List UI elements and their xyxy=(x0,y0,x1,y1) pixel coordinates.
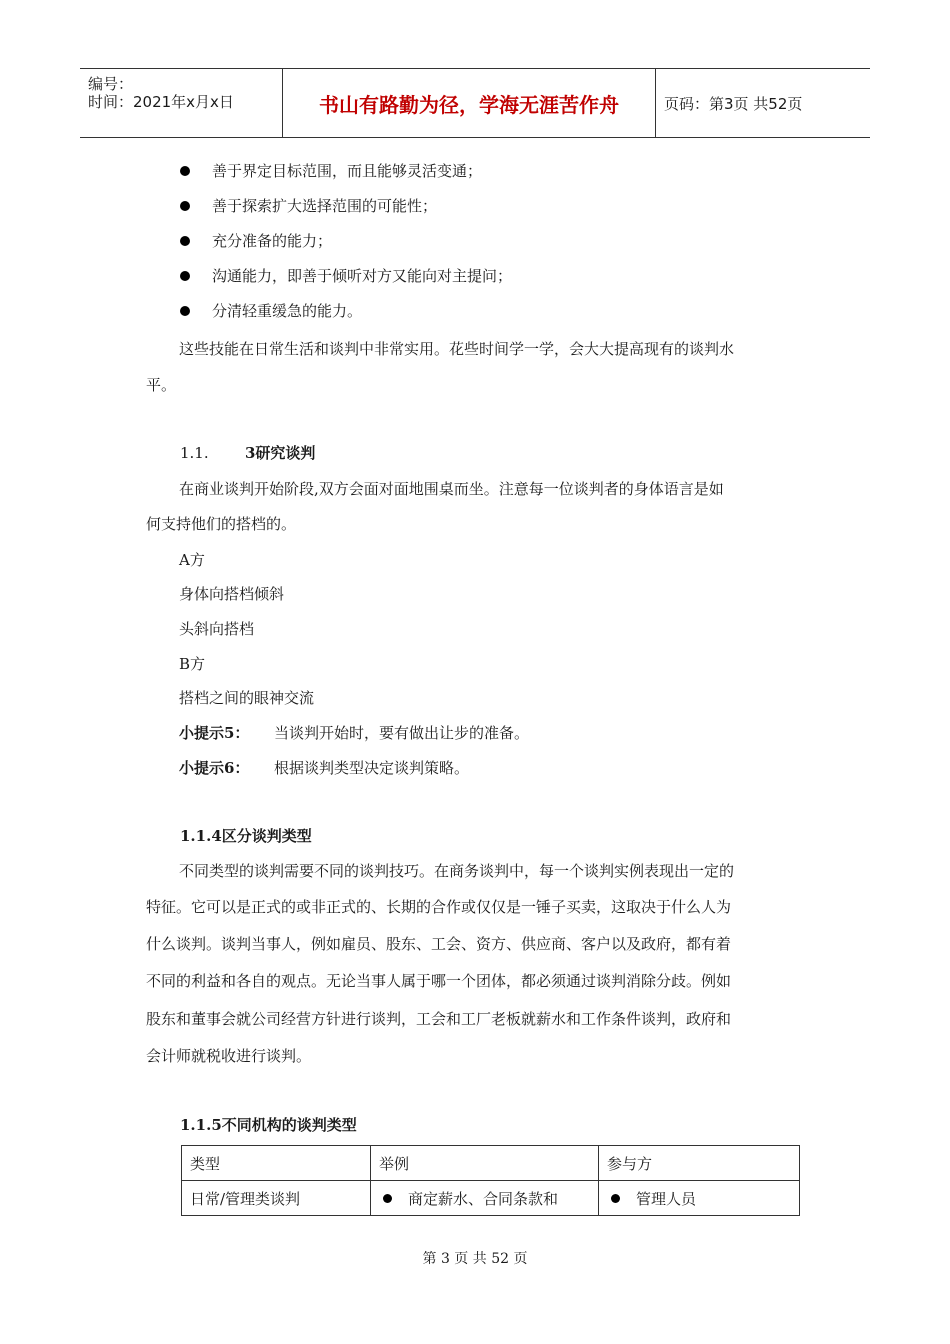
paragraph-line: 这些技能在日常生活和谈判中非常实用。花些时间学一学，会大大提高现有的谈判水 xyxy=(179,340,735,358)
header-page-info: 页码：第3页 共52页 xyxy=(664,94,803,113)
paragraph-line: 在商业谈判开始阶段,双方会面对面地围桌而坐。注意每一位谈判者的身体语言是如 xyxy=(179,480,724,498)
table-header-cell: 类型 xyxy=(182,1146,371,1181)
bullet-icon xyxy=(180,201,190,211)
tip-text: 根据谈判类型决定谈判策略。 xyxy=(274,759,470,777)
paragraph-line: 何支持他们的搭档的。 xyxy=(146,515,297,533)
party-label: A方 xyxy=(179,551,205,569)
page-footer: 第 3 页 共 52 页 xyxy=(422,1251,528,1267)
party-item: 身体向搭档倾斜 xyxy=(179,585,285,603)
party-item: 搭档之间的眼神交流 xyxy=(179,689,315,707)
table-cell xyxy=(599,1181,800,1216)
table-row xyxy=(182,1181,800,1216)
table-header-cell: 参与方 xyxy=(599,1146,800,1181)
negotiation-types-table xyxy=(181,1145,800,1216)
section-heading: 1.1.4区分谈判类型 xyxy=(180,827,312,845)
bullet-icon xyxy=(180,166,190,176)
table-cell: 日常/管理类谈判 xyxy=(182,1181,371,1216)
paragraph-line: 什么谈判。谈判当事人，例如雇员、股东、工会、资方、供应商、客户以及政府，都有着 xyxy=(146,935,732,953)
paragraph-line: 股东和董事会就公司经营方针进行谈判，工会和工厂老板就薪水和工作条件谈判，政府和 xyxy=(146,1010,732,1028)
table-cell xyxy=(371,1181,599,1216)
paragraph-line: 不同的利益和各自的观点。无论当事人属于哪一个团体，都必须通过谈判消除分歧。例如 xyxy=(146,972,732,990)
header-meta xyxy=(80,69,282,137)
bullet-icon xyxy=(180,306,190,316)
bullet-icon xyxy=(180,271,190,281)
header-motto: 书山有路勤为径，学海无涯苦作舟 xyxy=(282,69,656,137)
table-header-row xyxy=(182,1146,800,1181)
bullet-text: 善于界定目标范围，而且能够灵活变通； xyxy=(212,162,483,180)
paragraph-line: 会计师就税收进行谈判。 xyxy=(146,1047,312,1065)
tip-label: 小提示6： xyxy=(179,759,250,777)
page-header xyxy=(80,68,870,138)
tip-text: 当谈判开始时，要有做出让步的准备。 xyxy=(274,724,530,742)
number-label: 编号： xyxy=(88,75,134,93)
date-label: 时间：2021年x月x日 xyxy=(88,93,234,111)
table-cell-text: 管理人员 xyxy=(636,1189,697,1208)
party-item: 头斜向搭档 xyxy=(179,620,255,638)
bullet-text: 充分准备的能力； xyxy=(212,232,333,250)
bullet-text: 分清轻重缓急的能力。 xyxy=(212,302,363,320)
bullet-icon xyxy=(383,1194,392,1203)
section-heading: 3研究谈判 xyxy=(245,444,316,462)
party-label: B方 xyxy=(179,655,206,673)
paragraph-line: 不同类型的谈判需要不同的谈判技巧。在商务谈判中，每一个谈判实例表现出一定的 xyxy=(179,862,735,880)
paragraph-line: 平。 xyxy=(146,376,177,394)
bullet-icon xyxy=(180,236,190,246)
tip-label: 小提示5： xyxy=(179,724,250,742)
bullet-text: 善于探索扩大选择范围的可能性； xyxy=(212,197,438,215)
bullet-icon xyxy=(611,1194,620,1203)
bullet-text: 沟通能力，即善于倾听对方又能向对主提问； xyxy=(212,267,513,285)
table-header-cell: 举例 xyxy=(371,1146,599,1181)
section-heading: 1.1.5不同机构的谈判类型 xyxy=(180,1116,357,1134)
section-number: 1.1. xyxy=(180,444,209,462)
paragraph-line: 特征。它可以是正式的或非正式的、长期的合作或仅仅是一锤子买卖，这取决于什么人为 xyxy=(146,898,732,916)
table-cell-text: 商定薪水、合同条款和 xyxy=(408,1189,559,1208)
